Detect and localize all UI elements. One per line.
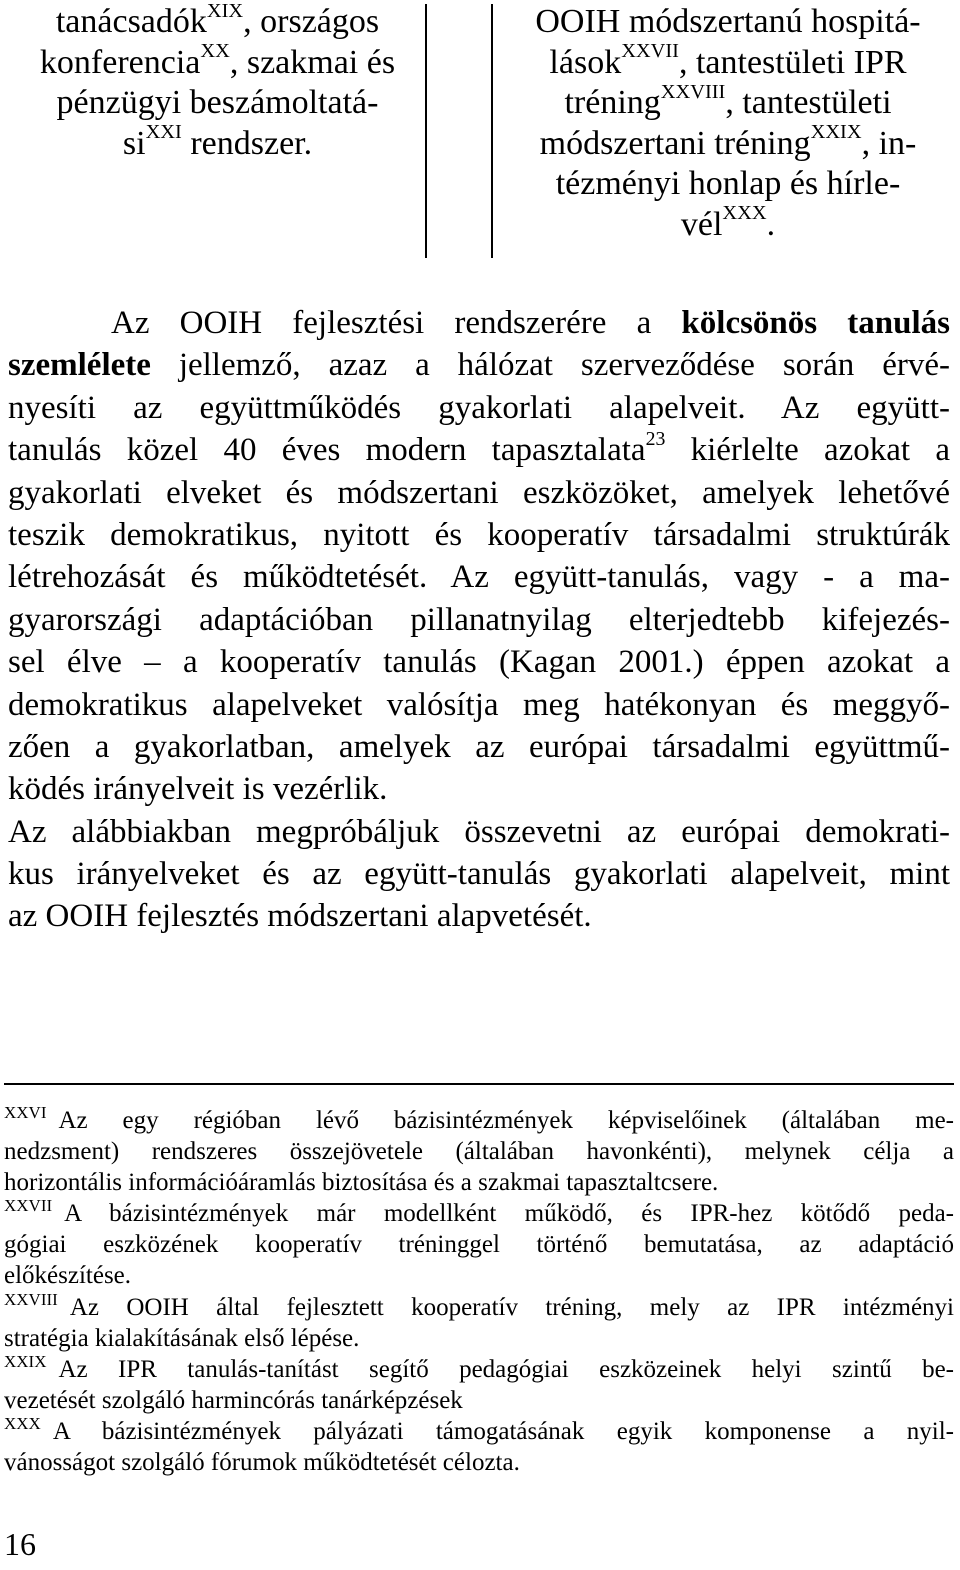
table-divider <box>425 4 427 258</box>
footnote-line <box>4 1413 954 1447</box>
footnote-mark: XXVIII <box>4 1289 58 1309</box>
footnote <box>4 1198 954 1291</box>
paragraph-line: teszik demokratikus, nyitott és kooperatív társadalmi struktúrák <box>8 516 950 553</box>
endnote-ref: XXVII <box>621 40 679 63</box>
endnote-ref: XXX <box>722 202 767 225</box>
paragraph-line <box>8 302 950 344</box>
endnote-ref: XXVIII <box>660 80 726 103</box>
footnote-mark: XXIX <box>4 1351 47 1371</box>
footnote-line: nedzsment) rendszeres összejövetele (általában havonkénti), melynek célja a <box>4 1138 954 1166</box>
text: , szakmai és <box>229 43 396 81</box>
footnote-mark: XXVI <box>4 1103 47 1122</box>
footnote-mark: XXVII <box>4 1196 53 1216</box>
paragraph-line: Az alábbiakban megpróbáljuk összevetni az európai demokrati- <box>8 813 950 850</box>
table-divider <box>491 4 493 258</box>
footnote-line <box>4 1289 954 1323</box>
footnote-line: horizontális információáramlás biztosítása és a szakmai tapasztaltcsere. <box>4 1169 719 1197</box>
text: Az IPR tanulás-tanítást segítő pedagógiai eszközeinek helyi szintű be- <box>58 1355 954 1383</box>
text: Az OOIH fejlesztési rendszerére a <box>111 305 682 341</box>
paragraph-line: zően a gyakorlatban, amelyek az európai társadalmi együttmű- <box>8 728 950 765</box>
text: vél <box>680 205 723 243</box>
footnote <box>4 1413 954 1478</box>
text: kiérlelte azokat a <box>665 432 950 469</box>
footnote-line: stratégia kialakításának első lépése. <box>4 1324 360 1352</box>
text: si <box>122 124 146 162</box>
table-line <box>512 121 944 165</box>
footnote-line: gógiai eszközének kooperatív tréninggel történő bemutatása, az adaptáció <box>4 1231 954 1259</box>
body-text <box>8 302 950 938</box>
table-line: OOIH módszertanú hospitá- <box>535 3 921 40</box>
paragraph-line: kus irányelveket és az együtt-tanulás gyakorlati alapelveit, mint <box>8 856 950 893</box>
footnote <box>4 1351 954 1416</box>
table-line <box>512 80 944 124</box>
text: , tantestületi <box>725 84 892 121</box>
emphasis: szemlélete <box>8 347 151 384</box>
footnote-line: előkészítése. <box>4 1262 132 1290</box>
paragraph-line <box>8 429 950 471</box>
table-fragment <box>0 0 960 262</box>
footnote-mark: XXX <box>4 1413 41 1433</box>
endnote-ref: XXIX <box>810 121 862 144</box>
paragraph-line: az OOIH fejlesztés módszertani alapvetését. <box>8 898 592 935</box>
footnote-line <box>4 1351 954 1385</box>
paragraph-line: gyakorlati elveket és módszertani eszközöket, amelyek lehetővé <box>8 474 950 511</box>
paragraph-line: létrehozását és működtetését. Az együtt-tanulás, vagy - a ma- <box>8 559 950 596</box>
table-line <box>512 40 944 84</box>
footnote <box>4 1289 954 1354</box>
footnote-line: vezetését szolgáló harmincórás tanárképzések <box>4 1386 463 1414</box>
footnote-line <box>4 1198 954 1229</box>
table-line: pénzügyi beszámoltatá- <box>56 84 379 121</box>
emphasis: kölcsönös tanulás <box>681 305 950 341</box>
text: tanácsadók <box>55 3 207 40</box>
text: Az OOIH által fejlesztett kooperatív tréning, mely az IPR intézményi <box>69 1293 954 1321</box>
table-cell-right <box>512 2 944 245</box>
table-cell-left <box>20 2 415 164</box>
table-line <box>20 40 415 84</box>
paragraph-line: sel élve – a kooperatív tanulás (Kagan 2001.) éppen azokat a <box>8 644 950 681</box>
paragraph-line: nyesíti az együttműködés gyakorlati alapelveit. Az együtt- <box>8 389 950 426</box>
text: lások <box>549 43 622 81</box>
table-line <box>20 121 415 165</box>
table-line: tézményi honlap és hírle- <box>555 165 901 202</box>
footnote <box>4 1105 954 1198</box>
text: , országos <box>243 3 380 40</box>
footnote-line <box>4 1105 954 1136</box>
paragraph-line: demokratikus alapelveket valósítja meg hatékonyan és meggyő- <box>8 686 950 723</box>
endnote-ref: XIX <box>206 0 244 22</box>
text: Az egy régióban lévő bázisintézmények képviselőinek (általában me- <box>58 1107 954 1134</box>
text: , tantestületi IPR <box>678 43 907 81</box>
footnote-separator <box>4 1083 954 1085</box>
text: , in- <box>861 124 917 162</box>
text: A bázisintézmények már modellként működő, és IPR-hez kötődő peda- <box>64 1200 954 1228</box>
text: tanulás közel 40 éves modern tapasztalata <box>8 432 646 469</box>
text: tréning <box>564 84 661 121</box>
text: . <box>766 205 776 243</box>
footnote-line: vánosságot szolgáló fórumok működtetését célozta. <box>4 1449 520 1477</box>
endnote-ref: XXI <box>145 121 182 144</box>
paragraph-line: ködés irányelveit is vezérlik. <box>8 771 388 808</box>
paragraph-line <box>8 344 950 386</box>
table-line <box>512 202 944 246</box>
text: rendszer. <box>181 124 313 162</box>
table-line <box>20 2 415 43</box>
text: módszertani tréning <box>539 124 811 162</box>
endnote-ref: XX <box>200 40 230 63</box>
paragraph-line: gyarországi adaptációban pillanatnyilag elterjedtebb kifejezés- <box>8 601 950 638</box>
footnote-ref: 23 <box>645 428 666 451</box>
text: A bázisintézmények pályázati támogatásának egyik komponense a nyil- <box>52 1417 954 1445</box>
page-number: 16 <box>4 1526 36 1562</box>
footnotes <box>4 1105 954 1478</box>
text: jellemző, azaz a hálózat szerveződése során érvé- <box>150 347 950 384</box>
text: konferencia <box>39 43 201 81</box>
